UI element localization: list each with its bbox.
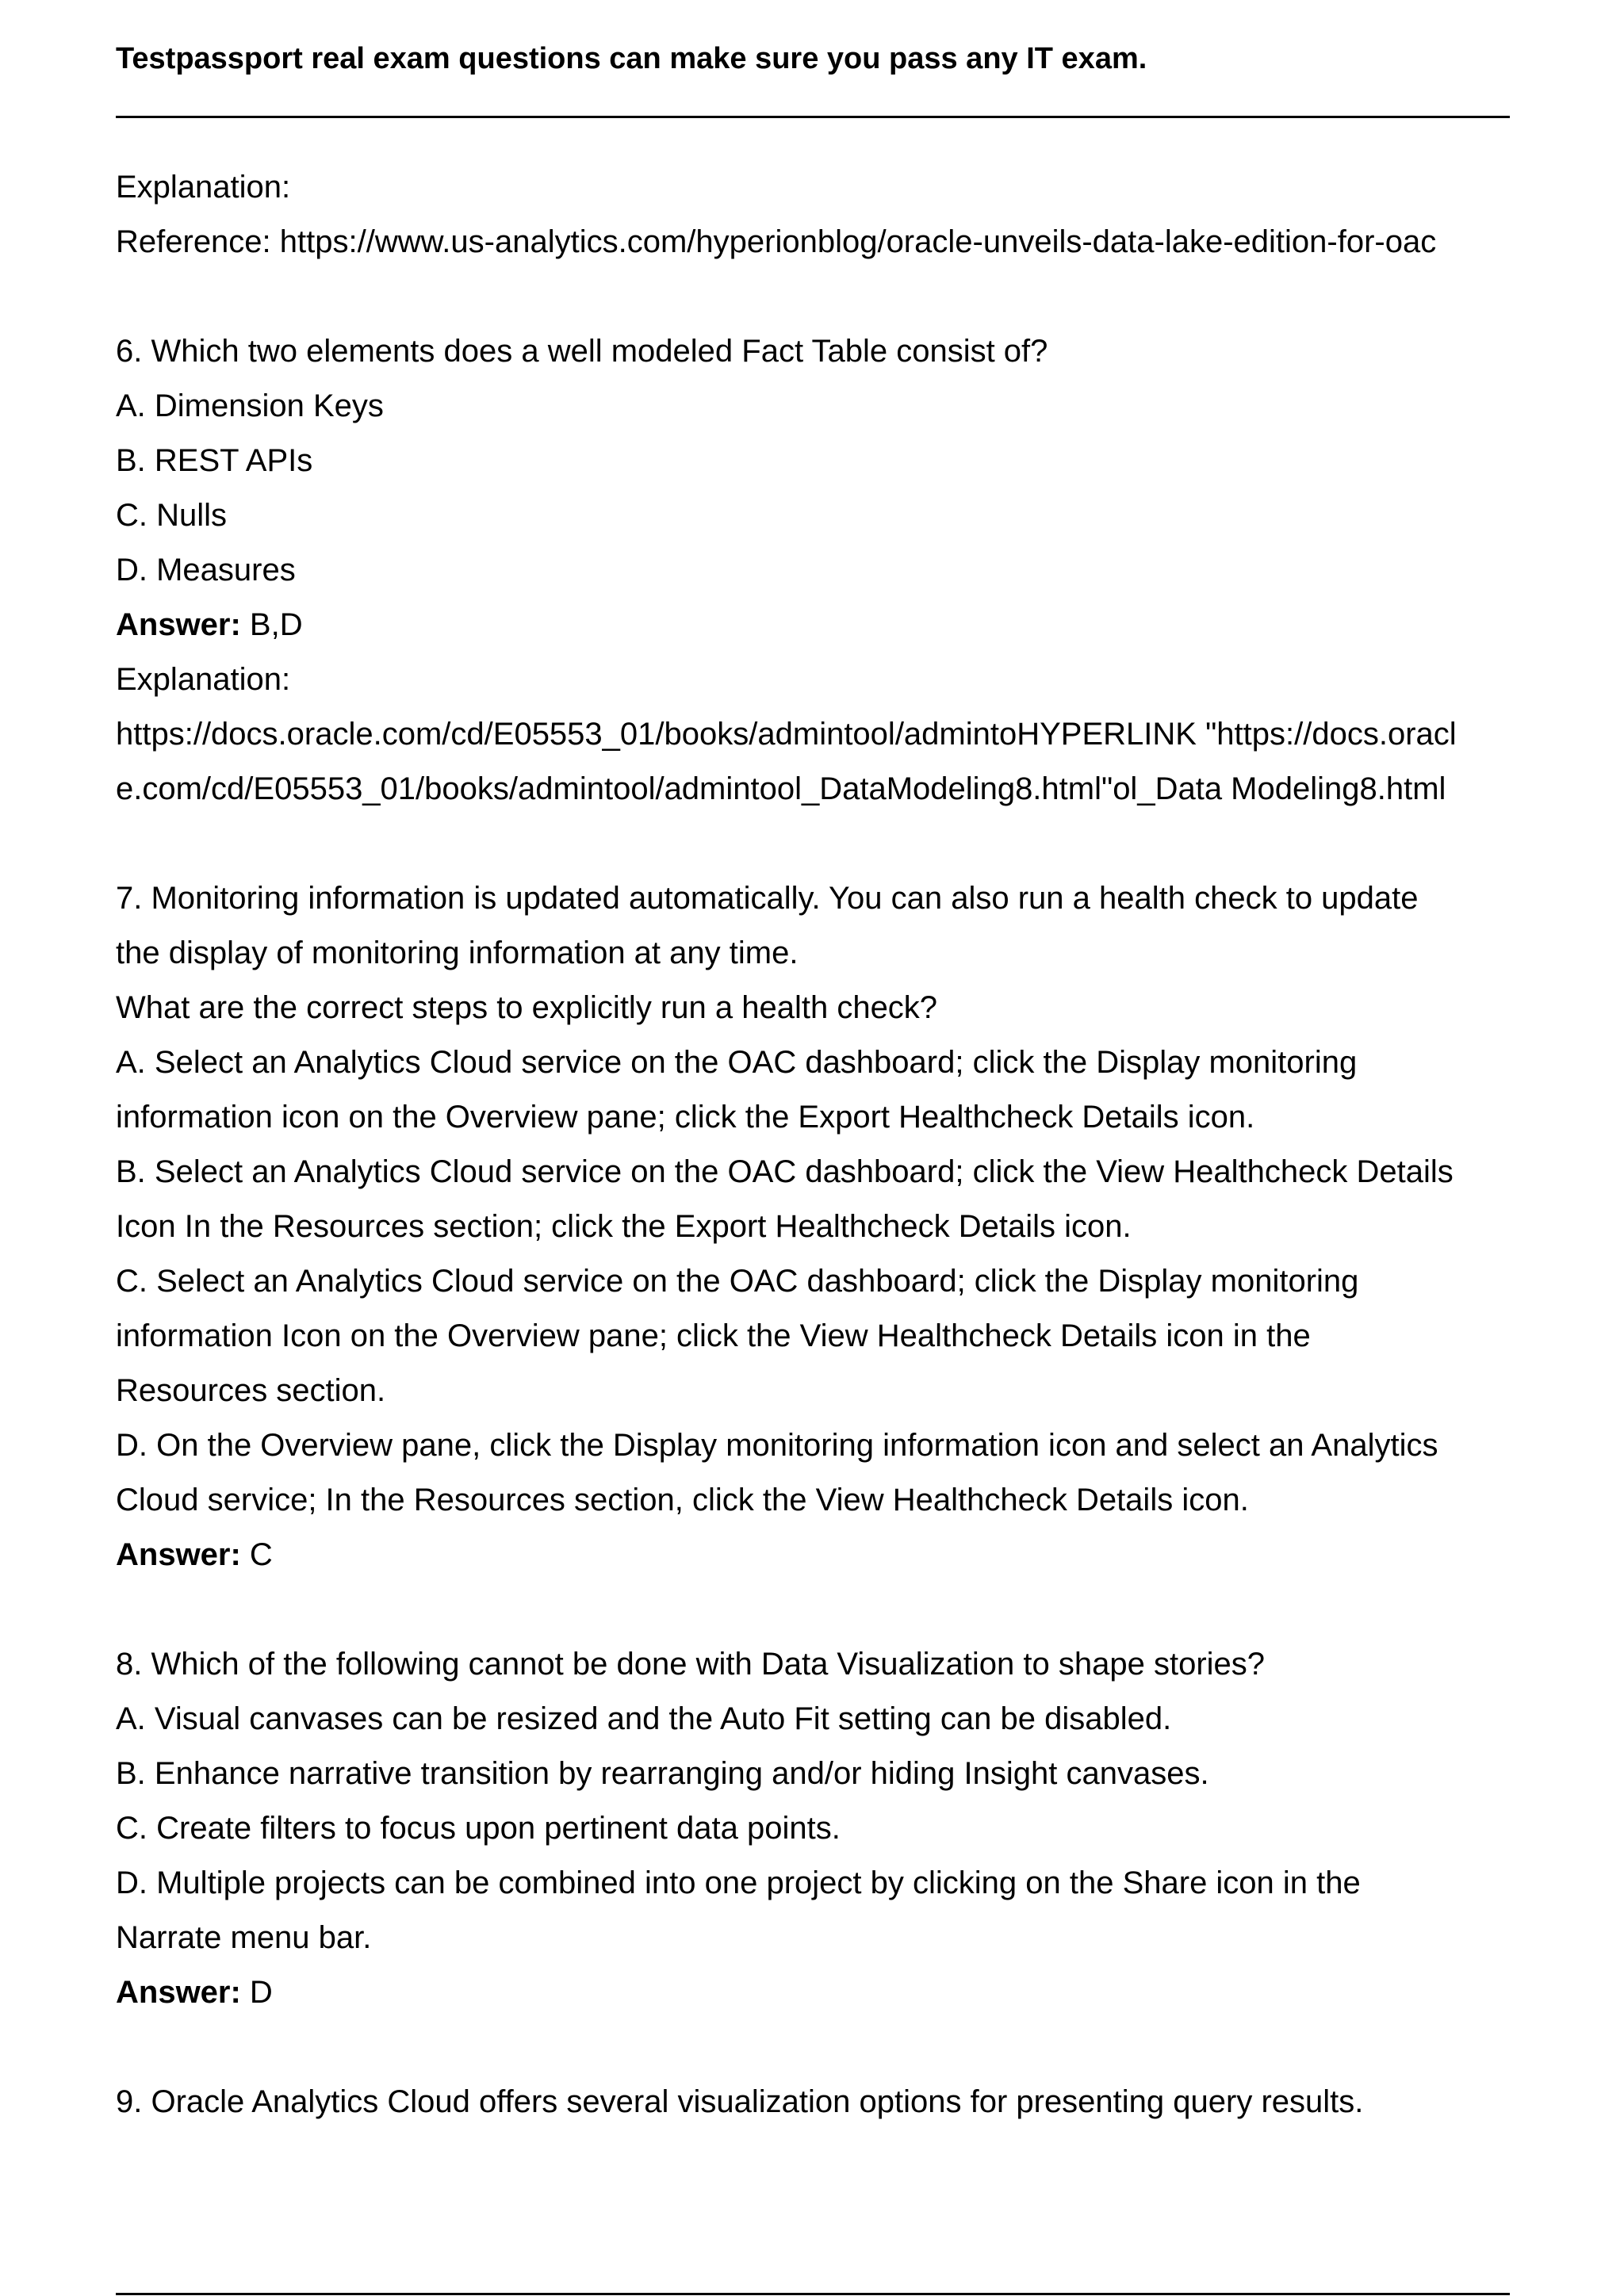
page-header: Testpassport real exam questions can make sure you pass any IT exam. <box>116 42 1147 75</box>
q7-option-d-line-2: Cloud service; In the Resources section, click the View Healthcheck Details icon. <box>116 1483 1249 1517</box>
q6-question: 6. Which two elements does a well modeled Fact Table consist of? <box>116 334 1048 369</box>
footer-divider <box>116 2293 1510 2295</box>
q8-option-d-line-2: Narrate menu bar. <box>116 1920 372 1955</box>
spacer <box>116 1582 1519 1637</box>
q6-option-b: B. REST APIs <box>116 443 313 478</box>
q7-question-line-1: 7. Monitoring information is updated automatically. You can also run a health check to update <box>116 881 1419 916</box>
header-divider <box>116 116 1510 118</box>
q6-explanation-label: Explanation: <box>116 662 291 697</box>
q8-question: 8. Which of the following cannot be done with Data Visualization to shape stories? <box>116 1647 1266 1682</box>
q7-answer-label: Answer: <box>116 1537 241 1572</box>
q7-question-line-3: What are the correct steps to explicitly run a health check? <box>116 990 938 1025</box>
q8-answer-label: Answer: <box>116 1975 241 2010</box>
q6-option-a: A. Dimension Keys <box>116 388 384 423</box>
q7-option-b-line-1: B. Select an Analytics Cloud service on the OAC dashboard; click the View Healthcheck Details <box>116 1154 1454 1189</box>
q8-option-a: A. Visual canvases can be resized and the Auto Fit setting can be disabled. <box>116 1701 1172 1736</box>
spacer <box>116 2020 1519 2075</box>
q7-option-b-line-2: Icon In the Resources section; click the Export Healthcheck Details icon. <box>116 1209 1132 1244</box>
q7-option-a-line-1: A. Select an Analytics Cloud service on the OAC dashboard; click the Display monitoring <box>116 1045 1358 1080</box>
q7-answer <box>116 1528 1519 1582</box>
q7-option-c-line-2: information Icon on the Overview pane; click the View Healthcheck Details icon in the <box>116 1318 1311 1353</box>
q6-option-c: C. Nulls <box>116 498 228 533</box>
q7-option-a-line-2: information icon on the Overview pane; click the Export Healthcheck Details icon. <box>116 1100 1255 1135</box>
spacer <box>116 817 1519 871</box>
q6-explanation-line-2: e.com/cd/E05553_01/books/admintool/admintool_DataModeling8.html"ol_Data Modeling8.html <box>116 771 1446 806</box>
q6-option-d: D. Measures <box>116 553 296 587</box>
q7-option-d-line-1: D. On the Overview pane, click the Display monitoring information icon and select an Analytics <box>116 1428 1438 1463</box>
spacer <box>116 270 1519 324</box>
q6-answer <box>116 598 1519 652</box>
q6-answer-label: Answer: <box>116 607 241 642</box>
q8-answer <box>116 1965 1519 2020</box>
q5-reference: Reference: https://www.us-analytics.com/hyperionblog/oracle-unveils-data-lake-edition-for-oac <box>116 224 1437 259</box>
q7-option-c-line-3: Resources section. <box>116 1373 386 1408</box>
q8-option-b: B. Enhance narrative transition by rearranging and/or hiding Insight canvases. <box>116 1756 1209 1791</box>
document-body <box>116 160 1519 2130</box>
q6-explanation-line-1: https://docs.oracle.com/cd/E05553_01/books/admintool/admintoHYPERLINK "https://docs.oracl <box>116 717 1457 752</box>
q8-option-c: C. Create filters to focus upon pertinent data points. <box>116 1811 841 1846</box>
q9-question: 9. Oracle Analytics Cloud offers several visualization options for presenting query results. <box>116 2084 1364 2119</box>
q6-answer-value: B,D <box>240 607 303 642</box>
q7-answer-value: C <box>240 1537 273 1572</box>
q7-option-c-line-1: C. Select an Analytics Cloud service on the OAC dashboard; click the Display monitoring <box>116 1264 1359 1299</box>
q8-option-d-line-1: D. Multiple projects can be combined into one project by clicking on the Share icon in the <box>116 1866 1361 1900</box>
q7-question-line-2: the display of monitoring information at any time. <box>116 936 799 970</box>
q8-answer-value: D <box>240 1975 273 2010</box>
q5-explanation-label: Explanation: <box>116 170 291 205</box>
